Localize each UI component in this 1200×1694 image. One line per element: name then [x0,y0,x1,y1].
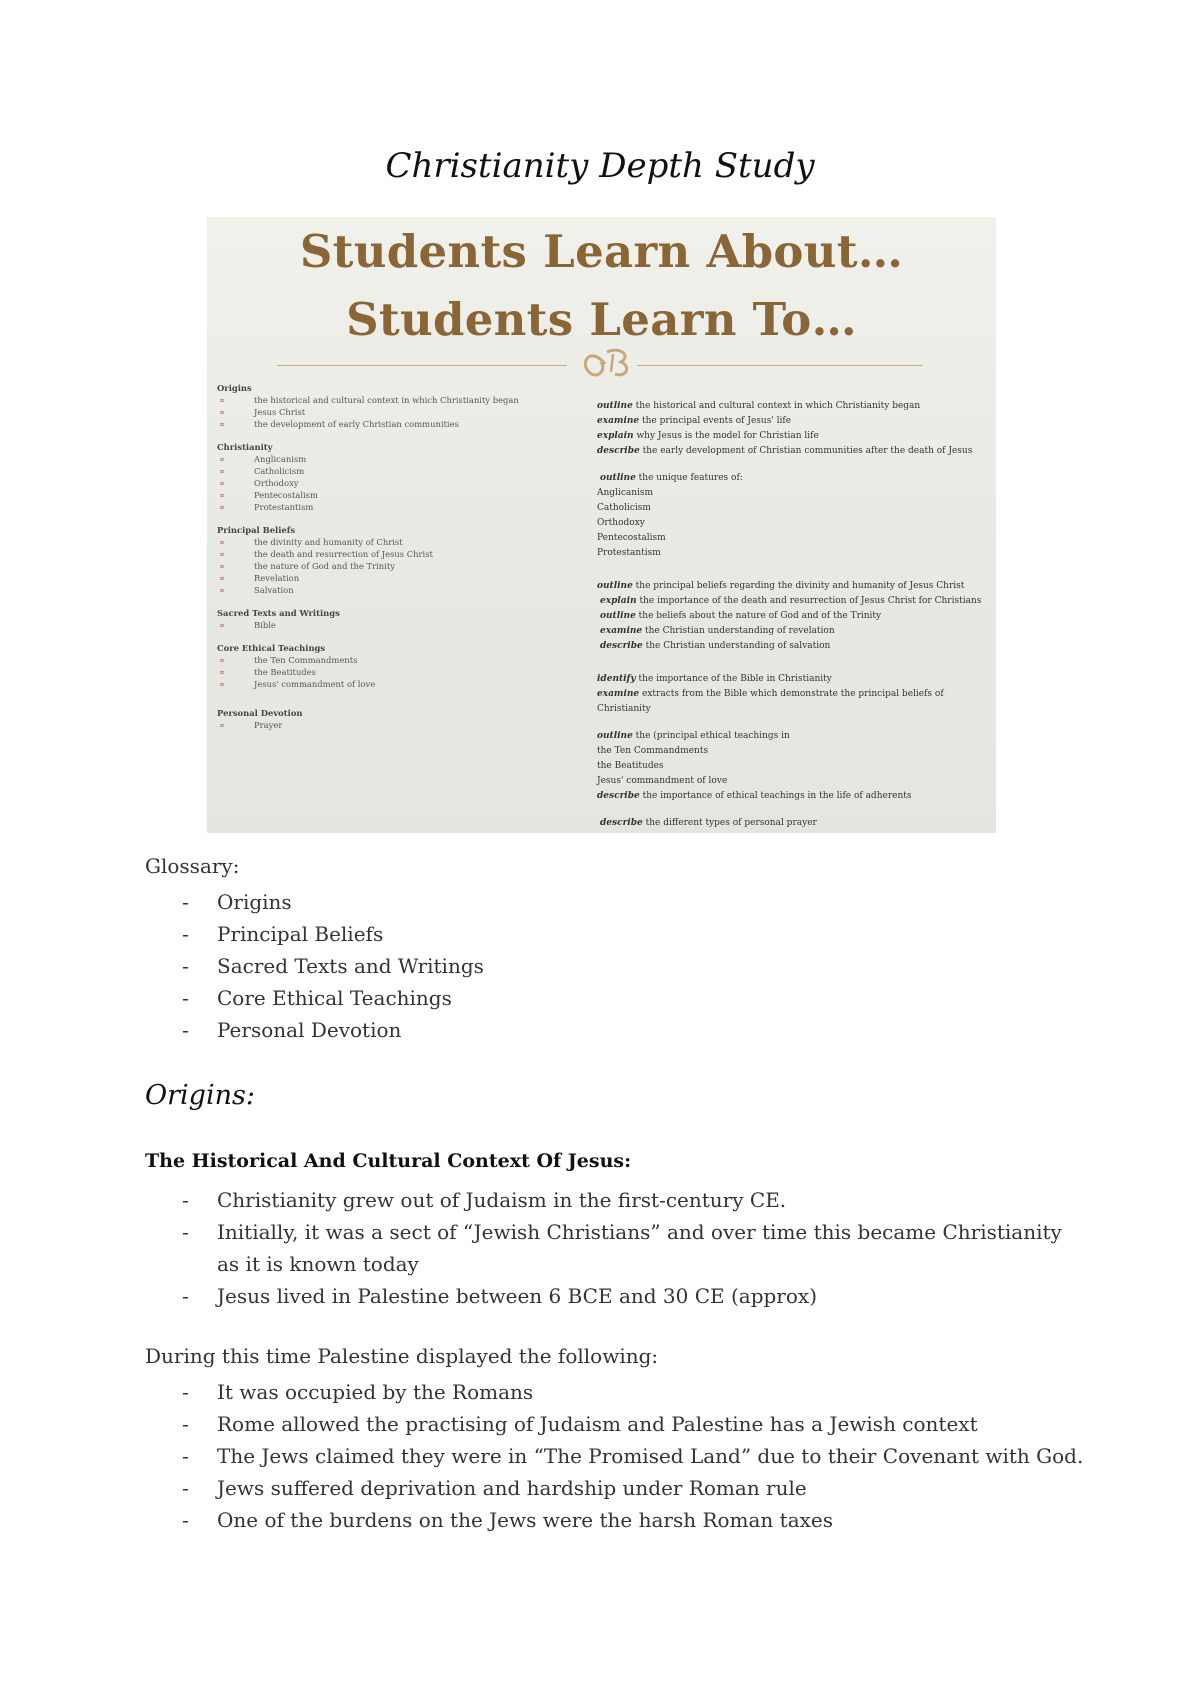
context-list [145,1184,1065,1312]
slide-heading-learn-to: Students Learn To… [346,293,857,346]
slide-outcome: outline the beliefs about the nature of God and of the Trinity [600,611,882,621]
slide-outcome-item: Orthodoxy [597,518,645,528]
slide-list-item: ∝ Salvation [219,585,294,595]
slide-list-item: ∝ Protestantism [219,502,314,512]
slide-list-item: ∝ the Ten Commandments [219,655,358,665]
slide-outcome-item: Protestantism [597,548,661,558]
palestine-list [145,1376,1083,1536]
glossary-item: - Principal Beliefs [182,922,384,946]
slide-list-item: ∝ Revelation [219,573,300,583]
slide-outcome: examine extracts from the Bible which demonstrate the principal beliefs of Christianity [597,689,944,714]
slide-list-item: ∝ the divinity and humanity of Christ [219,537,403,547]
slide-outcome-item: Anglicanism [597,488,654,498]
slide-outcome-item: Pentecostalism [597,533,666,543]
slide-divider-left [277,365,567,366]
slide-outcome-item: the Beatitudes [597,761,664,771]
slide-section-title: Christianity [217,442,273,452]
page-title: Christianity Depth Study [385,146,815,186]
slide-list-item: ∝ the nature of God and the Trinity [219,561,395,571]
slide-outcome: examine the principal events of Jesus' life [597,416,792,426]
slide-left-column [217,382,547,731]
slide-list-item: ∝ the death and resurrection of Jesus Christ [219,549,433,559]
slide-outcome: identify the importance of the Bible in Christianity [597,674,832,684]
palestine-intro: During this time Palestine displayed the following: [145,1344,659,1368]
glossary-item: - Origins [182,890,292,914]
slide-section-title: Principal Beliefs [217,525,296,535]
slide-section-title: Personal Devotion [217,708,303,718]
curriculum-slide-image [207,217,996,833]
slide-list-item: ∝ Jesus' commandment of love [219,679,376,689]
subheading-historical-context: The Historical And Cultural Context Of Jesus: [145,1150,632,1172]
palestine-item: - Rome allowed the practising of Judaism and Palestine has a Jewish context [182,1412,978,1436]
slide-outcome-item: Jesus' commandment of love [597,776,728,786]
slide-list-item: ∝ the development of early Christian communities [219,419,459,429]
palestine-item: - Jews suffered deprivation and hardship under Roman rule [182,1476,807,1500]
slide-outcome: describe the importance of ethical teachings in the life of adherents [597,791,912,801]
glossary-label: Glossary: [145,854,240,878]
slide-outcome: explain why Jesus is the model for Christian life [597,431,819,441]
slide-outcome: describe the early development of Christian communities after the death of Jesus [597,446,973,456]
slide-section-title: Origins [217,383,252,393]
glossary-item: - Sacred Texts and Writings [182,954,484,978]
glossary-item: - Personal Devotion [182,1018,402,1042]
slide-outcome: examine the Christian understanding of revelation [600,626,835,636]
slide-list-item: ∝ Pentecostalism [219,490,318,500]
slide-list-item: ∝ Orthodoxy [219,478,299,488]
slide-outcome: outline the principal beliefs regarding the divinity and humanity of Jesus Christ [597,581,965,591]
palestine-item: - One of the burdens on the Jews were the harsh Roman taxes [182,1508,834,1532]
slide-section-title: Core Ethical Teachings [217,643,326,653]
palestine-item: - It was occupied by the Romans [182,1380,534,1404]
slide-outcome-item: the Ten Commandments [597,746,709,756]
glossary-list [145,886,484,1046]
slide-right-column [597,399,992,831]
slide-list-item: ∝ the historical and cultural context in which Christianity began [219,395,519,405]
context-item: - Initially, it was a sect of “Jewish Christians” and over time this became Christianity as it is known today [182,1220,1062,1276]
section-heading-origins: Origins: [145,1080,255,1111]
slide-list-item: ∝ the Beatitudes [219,667,316,677]
slide-outcome: outline the historical and cultural context in which Christianity began [597,401,921,411]
palestine-item: - The Jews claimed they were in “The Promised Land” due to their Covenant with God. [182,1444,1084,1468]
slide-outcome-item: Catholicism [597,503,651,513]
slide-outcome: explain the importance of the death and resurrection of Jesus Christ for Christians [600,596,982,606]
slide-outcome: outline the (principal ethical teachings in [597,731,790,741]
slide-outcome: describe the Christian understanding of salvation [600,641,831,651]
ornament-flourish-icon [577,342,637,382]
slide-list-item: ∝ Catholicism [219,466,305,476]
slide-outcome: describe the different types of personal prayer [600,818,817,828]
slide-heading-learn-about: Students Learn About… [299,225,904,278]
slide-section-title: Sacred Texts and Writings [217,608,340,618]
slide-divider-right [637,365,922,366]
context-item: - Christianity grew out of Judaism in the first-century CE. [182,1188,787,1212]
glossary-item: - Core Ethical Teachings [182,986,452,1010]
slide-outcome: outline the unique features of: [600,473,743,483]
slide-list-item: ∝ Anglicanism [219,454,307,464]
slide-list-item: ∝ Bible [219,620,276,630]
context-item: - Jesus lived in Palestine between 6 BCE and 30 CE (approx) [182,1284,817,1308]
slide-list-item: ∝ Prayer [219,720,283,730]
slide-list-item: ∝ Jesus Christ [219,407,306,417]
